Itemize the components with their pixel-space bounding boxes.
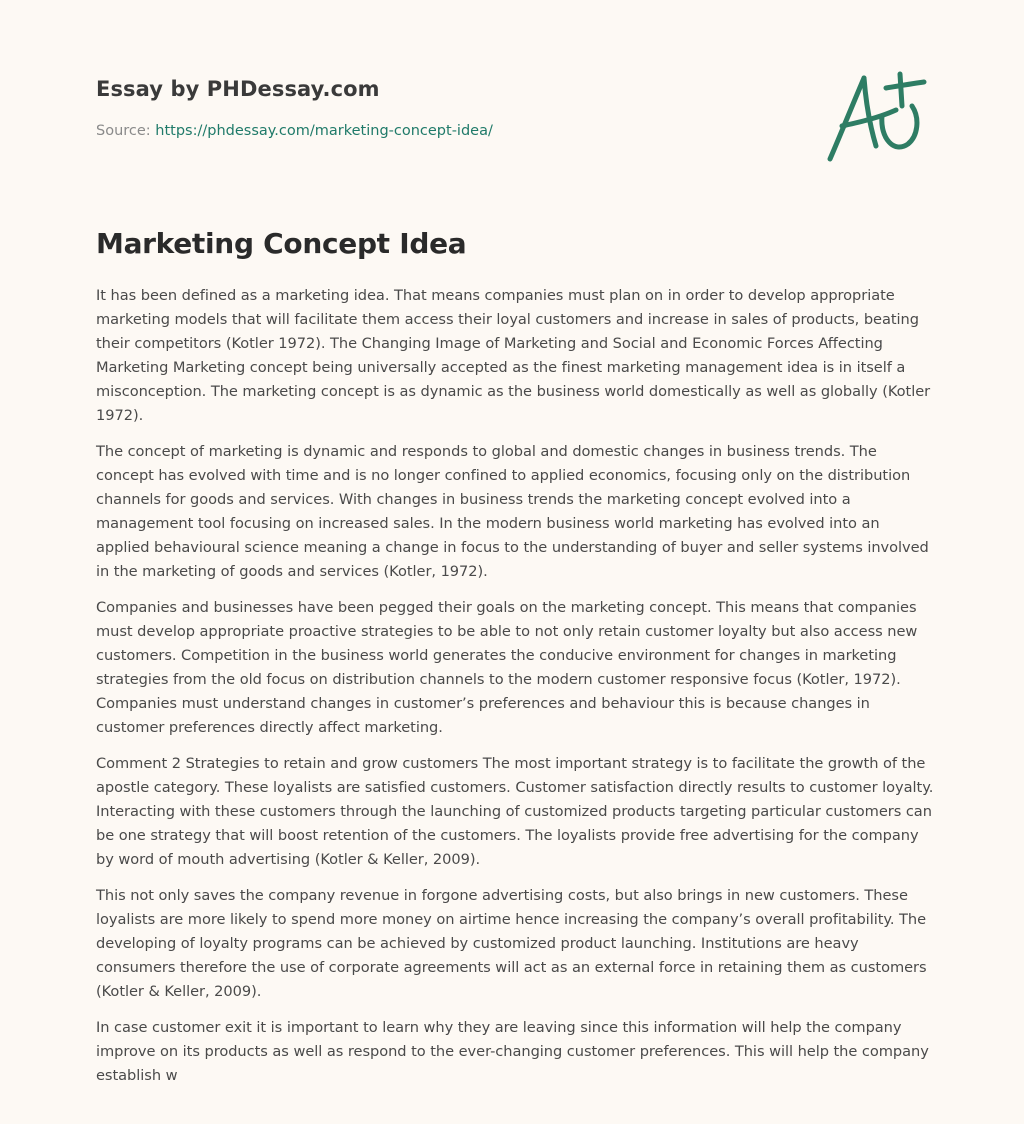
header bbox=[96, 74, 796, 141]
paragraph: The concept of marketing is dynamic and responds to global and domestic changes in business trends. The concept has evolved with time and is no longer confined to applied economics, focusing only on the distribution channels for goods and services. With changes in business trends the marketing concept evolved into a management tool focusing on increased sales. In the modern business world marketing has evolved into an applied behavioural science meaning a change in focus to the understanding of buyer and seller systems involved in the marketing of goods and services (Kotler, 1972). bbox=[96, 443, 929, 580]
source-link[interactable]: https://phdessay.com/marketing-concept-idea/ bbox=[155, 123, 493, 139]
source-label: Source: bbox=[96, 123, 151, 139]
paragraph: Comment 2 Strategies to retain and grow customers The most important strategy is to facilitate the growth of the apostle category. These loyalists are satisfied customers. Customer satisfaction directly results to customer loyalty. Interacting with these customers through the launching of customized products targeting particular customers can be one strategy that will boost retention of the customers. The loyalists provide free advertising for the company by word of mouth advertising (Kotler & Keller, 2009). bbox=[96, 755, 934, 868]
paragraph: In case customer exit it is important to learn why they are leaving since this information will help the company improve on its products as well as respond to the ever-changing customer preferences. This will help the company establish w bbox=[96, 1019, 929, 1084]
paragraph: It has been defined as a marketing idea. That means companies must plan on in order to develop appropriate marketing models that will facilitate them access their loyal customers and increase in sales of products, beating their competitors (Kotler 1972). The Changing Image of Marketing and Social and Economic Forces Affecting Marketing Marketing concept being universally accepted as the finest marketing management idea is in itself a misconception. The marketing concept is as dynamic as the business world domestically as well as globally (Kotler 1972). bbox=[96, 287, 931, 424]
source-line bbox=[96, 121, 796, 141]
site-title: Essay by PHDessay.com bbox=[96, 77, 380, 101]
paragraph: Companies and businesses have been pegged their goals on the marketing concept. This means that companies must develop appropriate proactive strategies to be able to not only retain customer loyalty but also access new customers. Competition in the business world generates the conducive environment for changes in marketing strategies from the old focus on distribution channels to the modern customer responsive focus (Kotler, 1972). Companies must understand changes in customer’s preferences and behaviour this is because changes in customer preferences directly affect marketing. bbox=[96, 599, 918, 736]
paragraph: This not only saves the company revenue in forgone advertising costs, but also brings in new customers. These loyalists are more likely to spend more money on airtime hence increasing the company’s overall profitability. The developing of loyalty programs can be achieved by customized product launching. Institutions are heavy consumers therefore the use of corporate agreements will act as an external force in retaining them as customers (Kotler & Keller, 2009). bbox=[96, 887, 927, 1000]
essay-body bbox=[96, 284, 934, 1100]
essay-title: Marketing Concept Idea bbox=[96, 227, 467, 260]
a-plus-logo-icon bbox=[820, 66, 930, 166]
